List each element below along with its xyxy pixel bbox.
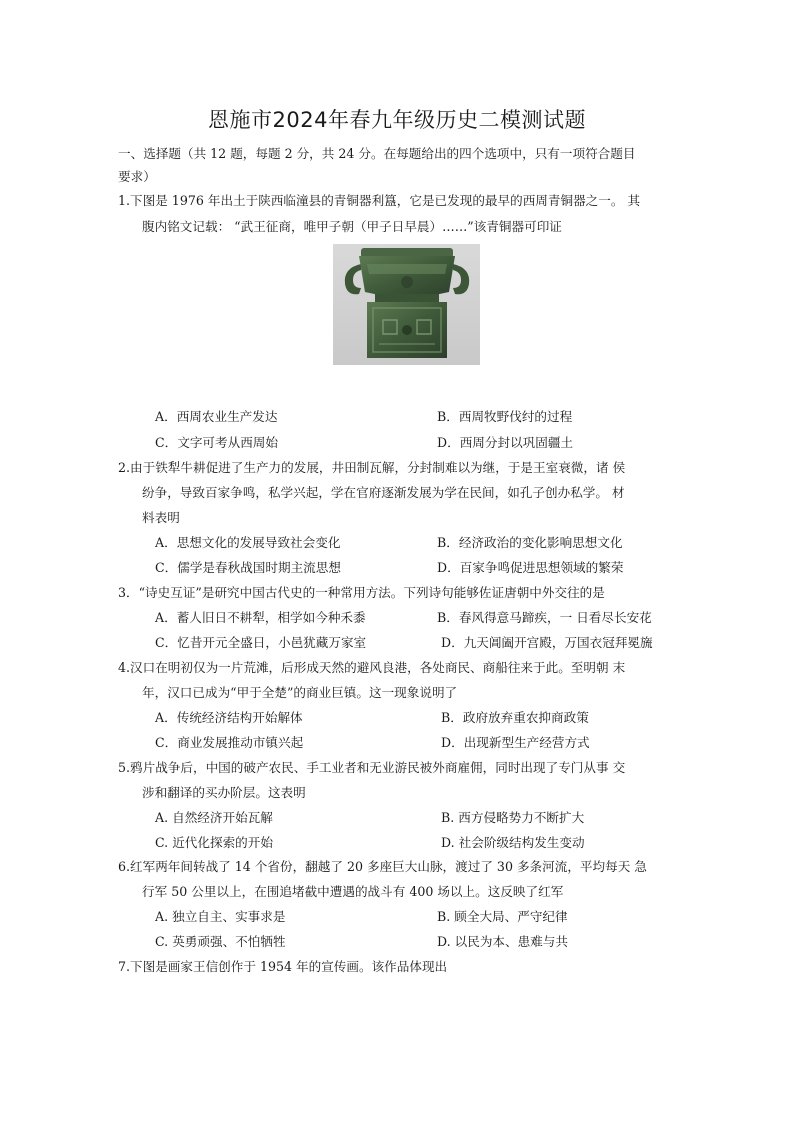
page-title: 恩施市2024年春九年级历史二模测试题 [208,108,586,132]
question-3-option-c: C．忆昔开元全盛日，小邑犹藏万家室 [155,635,367,650]
question-5-option-b: B. 西方侵略势力不断扩大 [441,810,585,825]
question-4-option-d: D．出现新型生产经营方式 [441,735,590,750]
question-1-option-a: A．西周农业生产发达 [155,409,278,424]
question-1-stem: 1.下图是 1976 年出土于陕西临潼县的青铜器利簋，它是已发现的最早的西周青铜器之一。 其 [118,193,641,208]
question-2-stem-cont-1: 纷争，导致百家争鸣，私学兴起，学在官府逐渐发展为学在民间，如孔子创办私学。 材 [142,485,625,500]
question-1-stem-cont: 腹内铭文记载： “武王征商，唯甲子朝（甲子日早晨）……”该青铜器可印证 [142,219,562,234]
question-2-option-b: B．经济政治的变化影响思想文化 [437,535,623,550]
question-6-stem-cont: 行军 50 公里以上，在围追堵截中遭遇的战斗有 400 场以上。这反映了红军 [142,884,564,899]
question-6-option-b: B. 顾全大局、严守纪律 [437,909,568,924]
question-2-option-c: C．儒学是春秋战国时期主流思想 [155,560,341,575]
question-1-option-b: B．西周牧野伐纣的过程 [437,409,573,424]
question-3-option-a: A．蓄人旧日不耕犁，相学如今种禾黍 [155,610,366,625]
section-heading-line-1: 一、选择题（共 12 题，每题 2 分，共 24 分。在每题给出的四个选项中，只有一项符合题目 [118,146,636,161]
question-2-stem: 2.由于铁犁牛耕促进了生产力的发展，井田制瓦解，分封制难以为继，于是王室衰微，诸 侯 [118,460,626,475]
question-5-stem-cont: 涉和翻译的买办阶层。这表明 [142,785,306,800]
question-3-stem: 3．“诗史互证”是研究中国古代史的一种常用方法。下列诗句能够佐证唐朝中外交往的是 [118,585,605,600]
question-4-option-b: B．政府放弃重农抑商政策 [441,710,589,725]
question-5-option-a: A. 自然经济开始瓦解 [155,810,273,825]
bronze-vessel-image [333,244,480,365]
question-5-option-d: D. 社会阶级结构发生变动 [441,835,585,850]
question-3-option-d: D．九天阊阖开宫殿，万国衣冠拜冕旒 [441,635,653,650]
question-1-option-c: C．文字可考从西周始 [155,435,278,450]
question-2-stem-cont-2: 料表明 [142,510,180,525]
question-3-option-b: B．春风得意马蹄疾，一 日看尽长安花 [437,610,652,625]
question-6-option-c: C. 英勇顽强、不怕牺牲 [155,934,286,949]
question-5-option-c: C. 近代化探索的开始 [155,835,273,850]
question-4-stem: 4.汉口在明初仅为一片荒滩，后形成天然的避风良港，各处商民、商船往来于此。至明朝 末 [118,660,626,675]
question-6-option-a: A. 独立自主、实事求是 [155,909,286,924]
question-6-option-d: D. 以民为本、患难与共 [437,934,568,949]
question-4-option-a: A．传统经济结构开始解体 [155,710,303,725]
question-6-stem: 6.红军两年间转战了 14 个省份，翻越了 20 多座巨大山脉，渡过了 30 多条河流，平均每天 急 [118,859,647,874]
question-7-stem: 7.下图是画家王信创作于 1954 年的宣传画。该作品体现出 [118,959,448,974]
question-2-option-d: D．百家争鸣促进思想领域的繁荣 [437,560,624,575]
question-4-option-c: C．商业发展推动市镇兴起 [155,735,304,750]
question-4-stem-cont: 年，汉口已成为“甲于全楚”的商业巨镇。这一现象说明了 [142,685,458,700]
question-2-option-a: A．思想文化的发展导致社会变化 [155,535,341,550]
question-5-stem: 5.鸦片战争后，中国的破产农民、手工业者和无业游民被外商雇佣，同时出现了专门从事 交 [118,760,626,775]
question-1-option-d: D．西周分封以巩固疆土 [437,435,574,450]
section-heading-line-2: 要求） [118,169,156,184]
